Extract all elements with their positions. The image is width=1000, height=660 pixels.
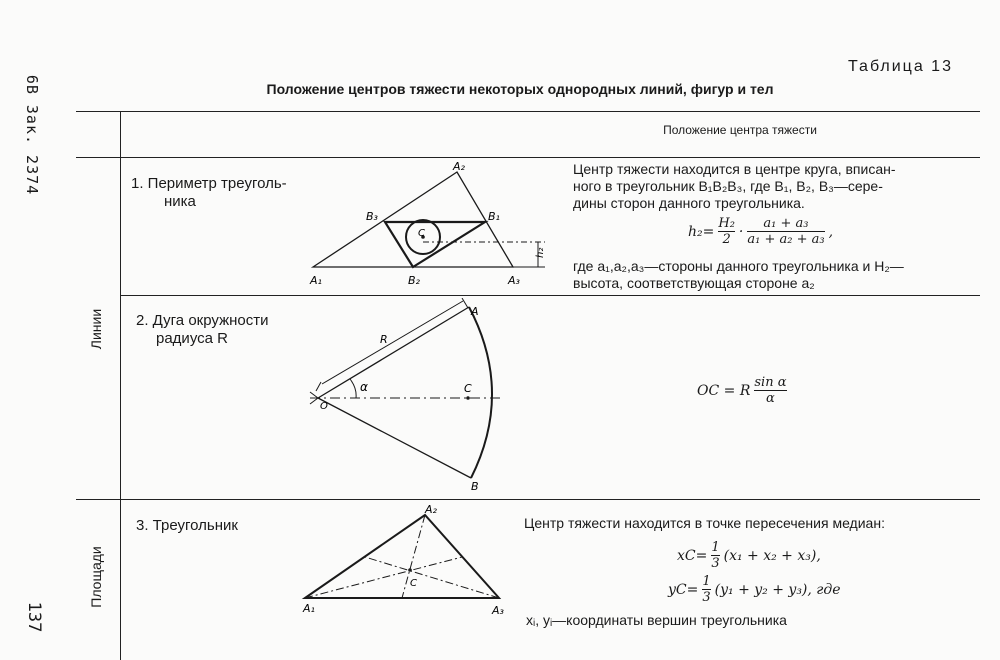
column-header: Положение центра тяжести — [663, 123, 817, 137]
label-alpha: α — [360, 380, 368, 394]
row2-title: 2. Дуга окружности радиуса R — [136, 312, 269, 347]
label-o: O — [320, 401, 328, 412]
page-number: 137 — [24, 601, 44, 633]
label-h2: h₂ — [535, 247, 546, 258]
label-a3: A₃ — [508, 274, 520, 287]
category-areas: Площади — [88, 546, 104, 608]
row1-description: Центр тяжести находится в центре круга, вписан- ного в треугольник B₁B₂B₃, где B₁, B₂, B₃—сере- дины сторон данного треугольника. — [573, 161, 896, 211]
label-r: R — [380, 333, 388, 346]
triangle — [305, 515, 499, 598]
side-order-code: 6В Зак. 2374 — [23, 74, 41, 196]
row3-note: xᵢ, yᵢ—координаты вершин треугольника — [526, 612, 787, 628]
row1-note: где a₁,a₂,a₃—стороны данного треугольника и H₂— высота, соответствующая стороне a₂ — [573, 258, 904, 291]
label-a1: A₁ — [303, 602, 315, 615]
lines-section-bottom-rule — [76, 499, 980, 500]
label-b3: B₃ — [366, 210, 378, 223]
category-column-rule — [120, 111, 121, 660]
row2-formula: OC = R sin α α — [697, 375, 787, 406]
row1-formula: h₂= $\frac{\text{H₂}}{2}$ · a₁ + a₃ a₁ + a₂ + a₃ , — [688, 216, 834, 247]
table-top-rule — [76, 111, 980, 112]
row3-formula-xc: xC= $\frac{1}{3}$ (x₁ + x₂ + x₃), — [677, 540, 821, 571]
row1-figure — [300, 160, 570, 295]
row3-description: Центр тяжести находится в точке пересечения медиан: — [524, 515, 885, 531]
label-a1: A₁ — [310, 274, 322, 287]
table-label: Таблица 13 — [848, 58, 953, 75]
label-b: B — [471, 480, 479, 493]
angle-arc — [350, 379, 356, 398]
label-a: A — [471, 305, 479, 318]
radius-oa — [318, 307, 469, 398]
row3-formula-yc: yC= $\frac{1}{3}$ (y₁ + y₂ + y₃), где — [668, 574, 841, 605]
label-b1: B₁ — [488, 210, 500, 223]
label-a3: A₃ — [492, 604, 504, 617]
triangle-a1a2a3 — [313, 172, 513, 267]
page-title: Положение центров тяжести некоторых однородных линий, фигур и тел — [266, 81, 774, 97]
arc-ab — [469, 307, 492, 478]
row2-figure — [300, 298, 510, 498]
label-c: C — [464, 382, 472, 395]
median-a1 — [305, 557, 462, 598]
dim-line-r — [322, 301, 463, 384]
row1-title: 1. Периметр треуголь- ника — [131, 175, 287, 210]
header-bottom-rule — [76, 157, 980, 158]
row1-bottom-rule — [120, 295, 980, 296]
row3-title: 3. Треугольник — [136, 517, 238, 534]
label-c: C — [418, 228, 425, 239]
radius-ob — [318, 398, 471, 478]
row3-figure — [295, 502, 520, 622]
triangle-b1b2b3 — [385, 222, 485, 267]
label-b2: B₂ — [408, 274, 420, 287]
category-lines: Линии — [88, 308, 104, 350]
label-a2: A₂ — [425, 503, 437, 516]
label-c: C — [410, 578, 417, 589]
label-a2: A₂ — [453, 160, 465, 173]
